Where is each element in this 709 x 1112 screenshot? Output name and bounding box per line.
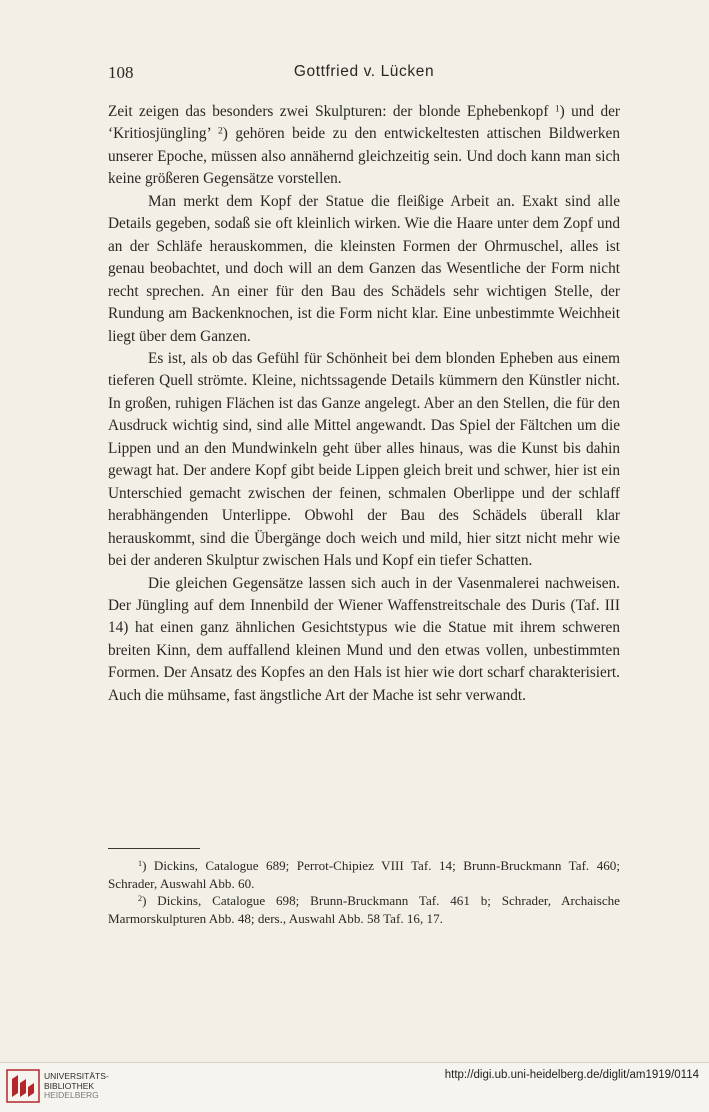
page-header (108, 63, 620, 85)
main-text (108, 101, 620, 707)
footnote-marker[interactable]: 1 (554, 104, 560, 115)
paragraph: Zeit zeigen das besonders zwei Skulpturen: der blonde Ephebenkopf $^1$) und der ‘Kritiosjüngling’ $^2$) gehören beide zu den entwickeltesten attischen Bildwerken unserer Epoche, müssen also annähernd gleichzeitig sein. Und doch kann man sich keine größeren Gegensätze vorstellen. (108, 103, 620, 188)
footnote-marker[interactable]: 2 (218, 126, 223, 137)
paragraph: Die gleichen Gegensätze lassen sich auch in der Vasenmalerei nachweisen. Der Jüngling auf dem Innenbild der Wiener Waffenstreitschale des Duris (Taf. III 14) hat einen ganz ähnlichen Gesichtstypus wie die Statue mit ihrem schweren breiten Kinn, dem auffallend kleinen Mund und den etwas vollen, unbestimmten Formen. Der Ansatz des Kopfes an den Hals ist hier wie dort scharf charakterisiert. Auch die mühsame, fast ängstliche Art der Mache ist sehr verwandt. (108, 574, 620, 704)
library-name: UNIVERSITÄTS- BIBLIOTHEK HEIDELBERG (44, 1071, 109, 1100)
digitization-footer (0, 1062, 709, 1112)
source-url-link[interactable]: http://digi.ub.uni-heidelberg.de/diglit/am1919/0114 (444, 1069, 699, 1081)
page-number: 108 (108, 63, 134, 82)
footnote: $^2$) Dickins, Catalogue 698; Brunn-Bruckmann Taf. 461 b; Schrader, Archaische Marmorskulpturen Abb. 48; ders., Auswahl Abb. 58 Taf. 16, 17. (108, 893, 620, 926)
footnote-number: 2 (138, 893, 143, 903)
footnote-divider (108, 848, 200, 849)
footnote: $^1$) Dickins, Catalogue 689; Perrot-Chipiez VIII Taf. 14; Brunn-Bruckmann Taf. 460; Schrader, Auswahl Abb. 60. (108, 858, 620, 891)
university-library-logo-icon[interactable] (6, 1069, 40, 1103)
paragraph: Man merkt dem Kopf der Statue die fleißige Arbeit an. Exakt sind alle Details gegeben, sodaß sie oft kleinlich wirken. Wie die Haare unter dem Zopf und an der Schläfe herauskommen, die kleinsten Formen der Ohrmuschel, alles ist genau beobachtet, und doch will an dem Ganzen das Wesentliche der Form nicht recht sprechen. An einer für den Bau des Schädels sehr wichtigen Stelle, der Rundung am Backenknochen, ist die Form nicht klar. Eine unbestimmte Weichheit liegt über dem Ganzen. (108, 192, 620, 345)
running-head: Gottfried v. Lücken (293, 63, 435, 80)
paragraph: Es ist, als ob das Gefühl für Schönheit bei dem blonden Epheben aus einem tieferen Quell strömte. Kleine, nichtssagende Details kümmern den Künstler nicht. In großen, ruhigen Flächen ist das Ganze angelegt. Aber an den Stellen, die für den Ausdruck wichtig sind, sind alle Mittel angewandt. Das Spiel der Fältchen um die Lippen und an den Mundwinkeln geht über alles hinaus, was die Kunst bis dahin gewagt hat. Der andere Kopf gibt beide Lippen gleich breit und schwer, hier ist ein Unterschied gemacht zwischen der feinen, schmalen Oberlippe und der schlaff herabhängenden Unterlippe. Obwohl der Bau des Schädels überall klar herauskommt, sind die Übergänge doch weich und mild, hier sitzt nicht mehr wie bei der anderen Skulptur zwischen Hals und Kopf ein tiefer Schatten. (108, 349, 620, 570)
footnotes (108, 857, 620, 927)
footnote-number: 1 (138, 858, 143, 868)
